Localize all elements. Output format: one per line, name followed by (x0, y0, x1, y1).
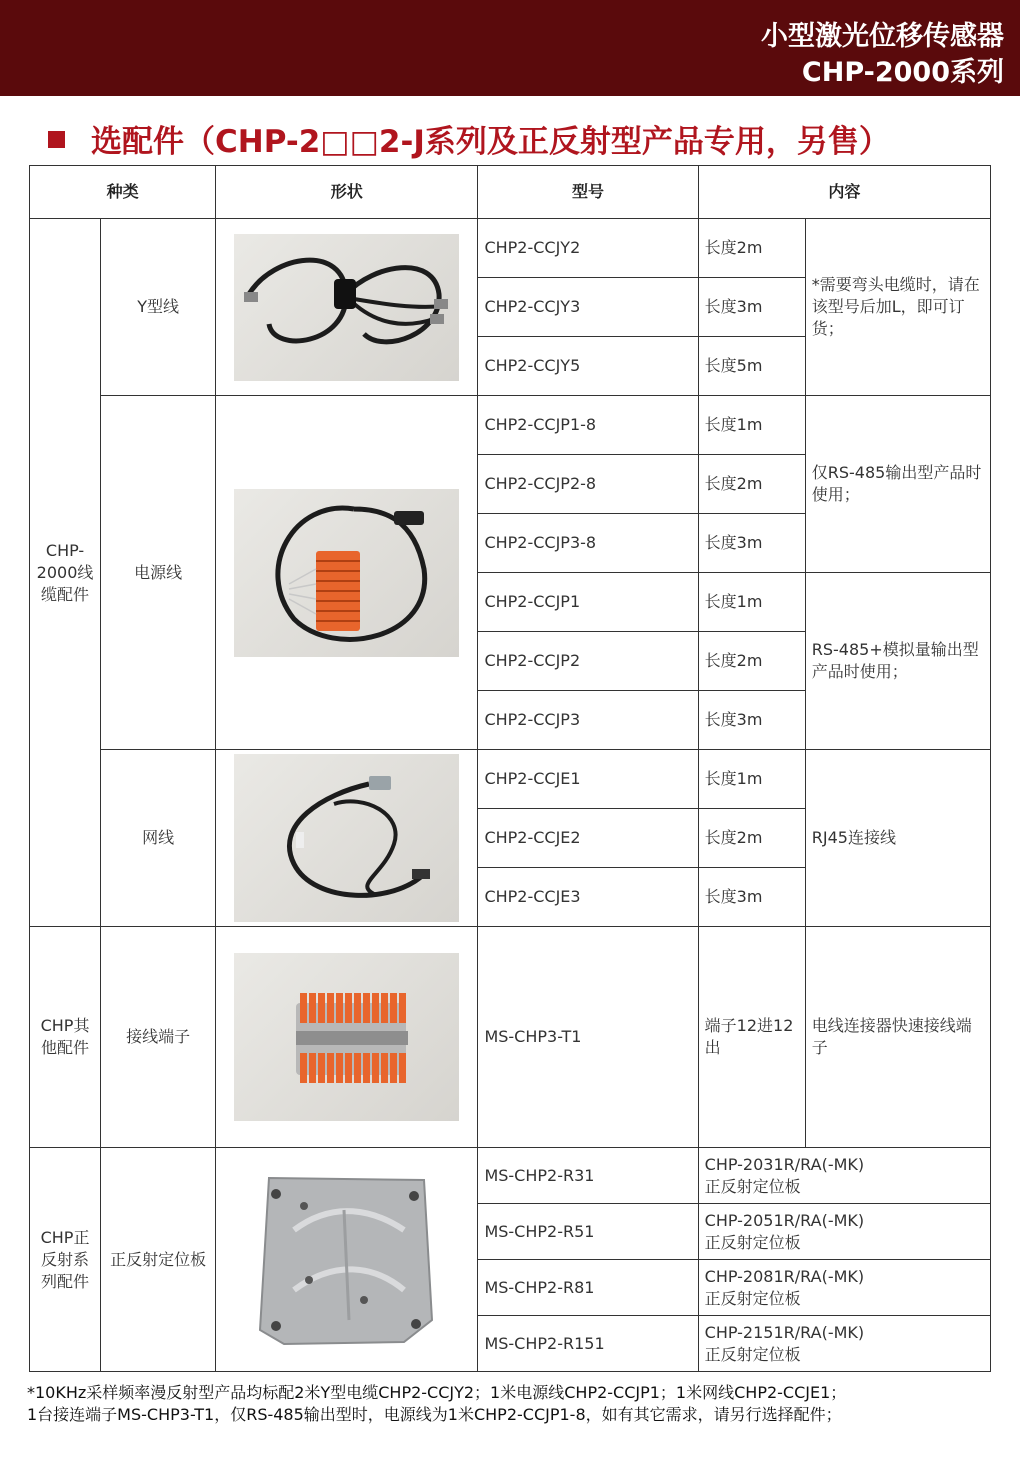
model-cell: MS-CHP3-T1 (478, 927, 698, 1148)
accessory-table (29, 165, 991, 1372)
y-cable-photo (234, 234, 459, 381)
model-cell: CHP2-CCJE1 (478, 750, 698, 809)
photo-y-cable-cell (216, 219, 478, 396)
header-model: 型号 (478, 166, 698, 219)
plate-content: CHP-2051R/RA(-MK) 正反射定位板 (698, 1204, 990, 1260)
table-row (30, 750, 991, 809)
terminal-block-icon (234, 953, 459, 1121)
model-cell: CHP2-CCJP1 (478, 573, 698, 632)
type-terminal: 接线端子 (101, 927, 216, 1148)
length-cell: 长度5m (698, 337, 805, 396)
table-row (30, 396, 991, 455)
length-cell: 长度1m (698, 396, 805, 455)
length-cell: 长度2m (698, 809, 805, 868)
model-cell: CHP2-CCJY3 (478, 278, 698, 337)
positioning-plate-icon (254, 1170, 439, 1350)
type-net-cable: 网线 (101, 750, 216, 927)
plate-content: CHP-2081R/RA(-MK) 正反射定位板 (698, 1260, 990, 1316)
net-cable-photo (234, 754, 459, 922)
header-content: 内容 (698, 166, 990, 219)
terminal-spec: 端子12进12出 (698, 927, 805, 1148)
type-y-cable: Y型线 (101, 219, 216, 396)
footnote-line: *10KHz采样频率漫反射型产品均标配2米Y型电缆CHP2-CCJY2；1米电源线CHP2-CCJP1；1米网线CHP2-CCJE1； (27, 1383, 847, 1402)
power8-note: 仅RS-485输出型产品时使用； (805, 396, 990, 573)
terminal-photo (234, 953, 459, 1121)
power-note: RS-485+模拟量输出型产品时使用； (805, 573, 990, 750)
table-row (30, 927, 991, 1148)
type-plate: 正反射定位板 (101, 1148, 216, 1372)
plate-content: CHP-2031R/RA(-MK) 正反射定位板 (698, 1148, 990, 1204)
length-cell: 长度2m (698, 455, 805, 514)
group-cable: CHP-2000线缆配件 (30, 219, 101, 927)
length-cell: 长度3m (698, 278, 805, 337)
power-cable-photo (234, 489, 459, 657)
power-cable-icon (234, 489, 459, 657)
length-cell: 长度3m (698, 868, 805, 927)
model-cell: MS-CHP2-R81 (478, 1260, 698, 1316)
header-series: CHP-2000系列 (801, 57, 1004, 88)
model-cell: MS-CHP2-R151 (478, 1316, 698, 1372)
header-title: 小型激光位移传感器 (761, 21, 1004, 52)
length-cell: 长度3m (698, 514, 805, 573)
y-cable-note: *需要弯头电缆时，请在该型号后加L，即可订货； (805, 219, 990, 396)
table-row (30, 219, 991, 278)
header-category: 种类 (30, 166, 216, 219)
net-cable-note: RJ45连接线 (805, 750, 990, 927)
model-cell: CHP2-CCJP2-8 (478, 455, 698, 514)
terminal-note: 电线连接器快速接线端子 (805, 927, 990, 1148)
model-cell: CHP2-CCJP3-8 (478, 514, 698, 573)
plate-photo (254, 1170, 439, 1350)
length-cell: 长度2m (698, 219, 805, 278)
group-reflective: CHP正反射系列配件 (30, 1148, 101, 1372)
length-cell: 长度1m (698, 750, 805, 809)
section-title-text: 选配件（CHP-2□□2-J系列及正反射型产品专用，另售） (91, 124, 890, 160)
group-other: CHP其他配件 (30, 927, 101, 1148)
plate-content: CHP-2151R/RA(-MK) 正反射定位板 (698, 1316, 990, 1372)
footnote (27, 1382, 1007, 1426)
model-cell: CHP2-CCJY5 (478, 337, 698, 396)
model-cell: CHP2-CCJP1-8 (478, 396, 698, 455)
length-cell: 长度2m (698, 632, 805, 691)
model-cell: MS-CHP2-R31 (478, 1148, 698, 1204)
footnote-line: 1台接连端子MS-CHP3-T1，仅RS-485输出型时，电源线为1米CHP2-CCJP1-8，如有其它需求，请另行选择配件； (27, 1405, 842, 1424)
model-cell: CHP2-CCJP3 (478, 691, 698, 750)
section-title (48, 116, 890, 161)
header-shape: 形状 (216, 166, 478, 219)
photo-net-cable-cell (216, 750, 478, 927)
type-power-cable: 电源线 (101, 396, 216, 750)
net-cable-icon (234, 754, 459, 922)
model-cell: CHP2-CCJE2 (478, 809, 698, 868)
length-cell: 长度1m (698, 573, 805, 632)
y-cable-icon (234, 234, 459, 381)
square-bullet-icon (48, 131, 65, 148)
model-cell: CHP2-CCJP2 (478, 632, 698, 691)
photo-power-cable-cell (216, 396, 478, 750)
header-banner (0, 0, 1020, 96)
model-cell: CHP2-CCJE3 (478, 868, 698, 927)
photo-terminal-cell (216, 927, 478, 1148)
model-cell: MS-CHP2-R51 (478, 1204, 698, 1260)
length-cell: 长度3m (698, 691, 805, 750)
table-header-row (30, 166, 991, 219)
model-cell: CHP2-CCJY2 (478, 219, 698, 278)
table-row (30, 1148, 991, 1204)
photo-plate-cell (216, 1148, 478, 1372)
